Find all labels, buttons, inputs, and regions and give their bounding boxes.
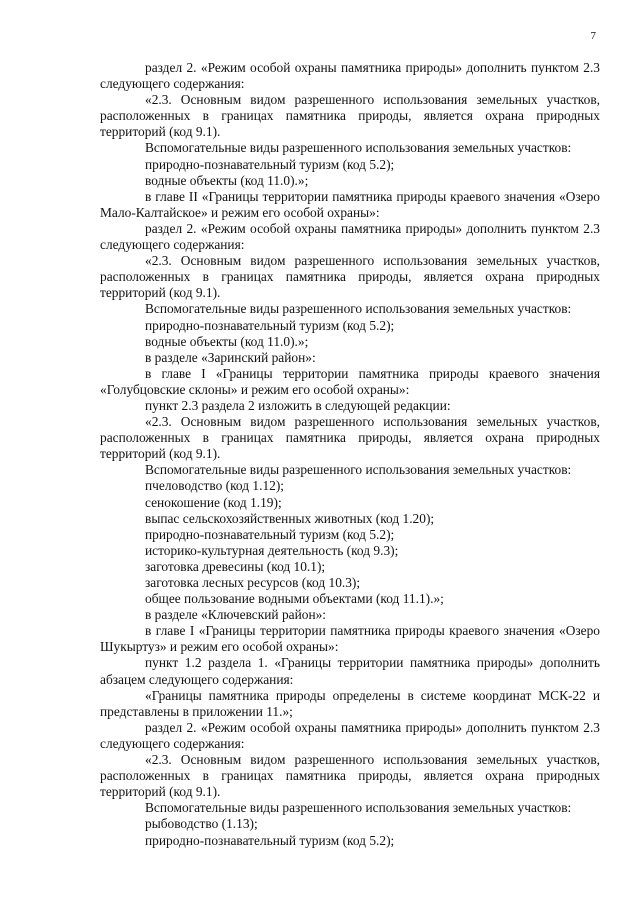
paragraph: Вспомогательные виды разрешенного использования земельных участков: [145,800,572,816]
paragraph: в главе I «Границы территории памятника природы краевого значения «Озеро Шукыртуз» и режим его особой охраны»: [100,623,600,655]
list-item: в разделе «Заринский район»: [145,349,316,365]
list-item: природно-познавательный туризм (код 5.2); [145,317,395,333]
paragraph: «2.3. Основным видом разрешенного использования земельных участков, расположенных в границах памятника природы, является охрана природных территорий (код 9.1). [100,253,600,301]
paragraph: раздел 2. «Режим особой охраны памятника природы» дополнить пунктом 2.3 следующего содержания: [100,719,600,751]
list-item: водные объекты (код 11.0).»; [145,172,309,188]
paragraph: раздел 2. «Режим особой охраны памятника природы» дополнить пунктом 2.3 следующего содержания: [100,60,600,92]
paragraph: «2.3. Основным видом разрешенного использования земельных участков, расположенных в границах памятника природы, является охрана природных территорий (код 9.1). [100,92,600,140]
list-item: водные объекты (код 11.0).»; [145,333,309,349]
paragraph: «Границы памятника природы определены в системе координат МСК-22 и представлены в приложении 11.»; [100,687,600,719]
paragraph: раздел 2. «Режим особой охраны памятника природы» дополнить пунктом 2.3 следующего содержания: [100,220,600,253]
paragraph: в главе I «Границы территории памятника природы краевого значения «Голубцовские склоны» и режим его особой охраны»: [100,365,600,397]
paragraph: Вспомогательные виды разрешенного использования земельных участков: [145,140,572,156]
document-body [100,60,600,849]
list-item: природно-познавательный туризм (код 5.2); [145,156,395,172]
list-item: заготовка лесных ресурсов (код 10.3); [145,575,361,590]
list-item: рыбоводство (1.13); [145,816,258,832]
paragraph: «2.3. Основным видом разрешенного использования земельных участков, расположенных в границах памятника природы, является охрана природных территорий (код 9.1). [100,752,600,800]
list-item: историко-культурная деятельность (код 9.3); [145,542,399,558]
list-item: пункт 2.3 раздела 2 изложить в следующей редакции: [145,397,451,413]
list-item: выпас сельскохозяйственных животных (код 1.20); [145,510,435,526]
page-number: 7 [590,30,596,42]
paragraph: «2.3. Основным видом разрешенного использования земельных участков, расположенных в границах памятника природы, является охрана природных территорий (код 9.1). [100,414,600,462]
list-item: сенокошение (код 1.19); [145,494,282,510]
paragraph: Вспомогательные виды разрешенного использования земельных участков: [145,301,572,317]
list-item: заготовка древесины (код 10.1); [145,558,326,574]
list-item: природно-познавательный туризм (код 5.2); [145,526,395,542]
paragraph: пункт 1.2 раздела 1. «Границы территории памятника природы» дополнить абзацем следующего содержания: [100,655,600,687]
paragraph: Вспомогательные виды разрешенного использования земельных участков: [145,462,572,478]
list-item: пчеловодство (код 1.12); [145,478,285,494]
list-item: общее пользование водными объектами (код 11.1).»; [145,591,444,607]
list-item: природно-познавательный туризм (код 5.2); [145,832,395,848]
list-item: в разделе «Ключевский район»: [145,607,327,623]
paragraph: в главе II «Границы территории памятника природы краевого значения «Озеро Мало-Калтайское» и режим его особой охраны»: [100,188,600,220]
